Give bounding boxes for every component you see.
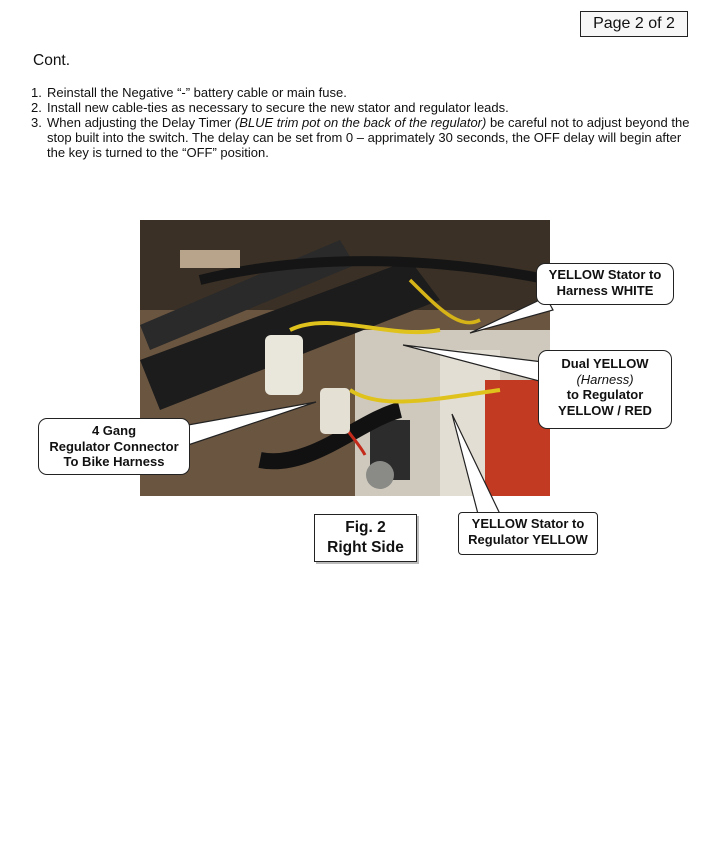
callout-yellow-to-yellow — [458, 512, 598, 555]
step-text: Install new cable-ties as necessary to secure the new stator and regulator leads. — [47, 100, 509, 115]
step-text: Reinstall the Negative “-” battery cable or main fuse. — [47, 85, 347, 100]
callout-yellow-to-white — [536, 263, 674, 305]
callout-line: YELLOW / RED — [558, 402, 652, 418]
page-number-label: Page 2 of 2 — [580, 11, 688, 37]
step-text-emphasis: (BLUE trim pot on the back of the regulator) — [234, 115, 487, 130]
callout-dual-yellow — [538, 350, 672, 429]
figure-subtitle: Right Side — [327, 539, 404, 556]
section-title: Cont. — [33, 52, 71, 69]
callout-four-gang-connector — [38, 418, 190, 475]
callout-line: YELLOW Stator to — [471, 516, 585, 531]
callout-line: To Bike Harness — [63, 454, 165, 469]
step-number: 3. — [31, 115, 42, 130]
callout-line: Regulator Connector — [49, 438, 179, 454]
callout-line: Harness WHITE — [556, 282, 654, 298]
leader-dual-yellow — [403, 345, 543, 382]
step-text-part: When adjusting the Delay Timer — [47, 115, 235, 130]
callout-line: Regulator YELLOW — [468, 531, 588, 547]
step-text-part: be careful not to adjust beyond the stop built into the switch. The delay can be set from 0 – apprimately 30 seconds, the OFF delay will begin after the key is turned to the “OFF” position. — [47, 115, 690, 160]
callout-line: to Regulator — [566, 387, 644, 402]
figure-label: Fig. 2 — [345, 519, 386, 536]
leader-yellow-yellow — [452, 414, 500, 514]
leader-four-gang — [188, 402, 316, 445]
callout-line: (Harness) — [576, 371, 634, 387]
callout-line: Dual YELLOW — [561, 356, 649, 371]
callout-line: 4 Gang — [91, 423, 137, 438]
step-number: 1. — [31, 85, 42, 100]
step-number: 2. — [31, 100, 42, 115]
callout-line: YELLOW Stator to — [548, 267, 662, 282]
figure-caption — [314, 514, 417, 562]
